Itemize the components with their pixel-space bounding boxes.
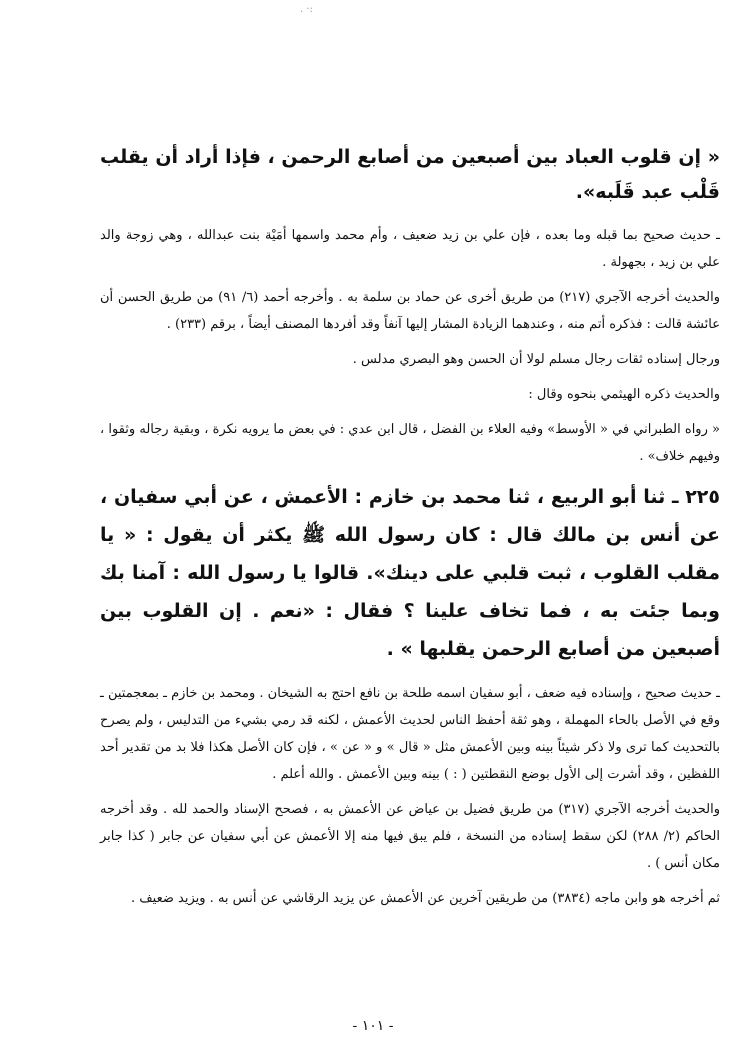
intro-hadith: « إن قلوب العباد بين أصبعين من أصابع الرحمن ، فإذا أراد أن يقلب قَلْب عبد قَلَبه». <box>100 146 720 203</box>
scan-marks: . ·: <box>300 4 313 15</box>
page-number: - ١٠١ - <box>352 1018 394 1034</box>
note-paragraph: والحديث أخرجه الآجري (٢١٧) من طريق أخرى عن حماد بن سلمة به . وأخرجه أحمد (٦/ ٩١) من طريق الحسن أن عائشة قالت : فذكره أتم منه ، وعندهما الزيادة المشار إليها آنفاً وقد أفردها المصنف أيضاً ، برقم (٢٣٣) . <box>100 290 721 332</box>
note-paragraph: ورجال إسناده ثقات رجال مسلم لولا أن الحسن وهو البصري مدلس . <box>352 352 720 367</box>
note-paragraph: ـ حديث صحيح بما قبله وما بعده ، فإن علي بن زيد ضعيف ، وأم محمد واسمها أمَيْة بنت عبدالله ، وهي زوجة والد علي بن زيد ، بجهولة . <box>100 228 720 270</box>
note-paragraph: « رواه الطبراني في « الأوسط» وفيه العلاء بن الفضل ، قال ابن عدي : في بعض ما يرويه نكرة ، وبقية رجاله وثقوا ، وفيهم خلاف» . <box>100 422 720 464</box>
note-paragraph: والحديث أخرجه الآجري (٣١٧) من طريق فضيل بن عياض عن الأعمش به ، فصحح الإسناد والحمد لله . وقد أخرجه الحاكم (٢/ ٢٨٨) لكن سقط إسناده من النسخة ، فلم يبق فيها منه إلا الأعمش عن أبي سفيان عن جابر ( كذا جابر مكان أنس ) . <box>100 802 721 871</box>
note-paragraph: ـ حديث صحيح ، وإسناده فيه ضعف ، أبو سفيان اسمه طلحة بن نافع احتج به الشيخان . ومحمد بن خازم ـ بمعجمتين ـ وقع في الأصل بالحاء المهملة ، وهو ثقة أحفظ الناس لحديث الأعمش ، لكنه قد رمي بشيء من التدليس ، ولم يصرح بالتحديث كما ترى ولا ذكر شيئاً بينه وبين الأعمش مثل « قال » و « عن » ، فإن كان الأصل هكذا فلا بد من تقدير أحد اللفظين ، وقد أشرت إلى الأول بوضع النقطتين ( : ) بينه وبين الأعمش . والله أعلم . <box>100 686 720 782</box>
note-paragraph: والحديث ذكره الهيثمي بنحوه وقال : <box>528 387 720 402</box>
page-body <box>100 140 720 912</box>
note-paragraph: ثم أخرجه هو وابن ماجه (٣٨٣٤) من طريقين آخرين عن الأعمش عن يزيد الرقاشي عن أنس به . ويزيد ضعيف . <box>130 891 720 906</box>
hadith-225: ٢٢٥ ـ ثنا أبو الربيع ، ثنا محمد بن خازم : الأعمش ، عن أبي سفيان ، عن أنس بن مالك قال : كان رسول الله ﷺ يكثر أن يقول : « يا مقلب القلوب ، ثبت قلبي على دينك». قالوا يا رسول الله : آمنا بك وبما جئت به ، فما تخاف علينا ؟ فقال : «نعم . إن القلوب بين أصبعين من أصابع الرحمن يقلبها » . <box>100 486 720 660</box>
